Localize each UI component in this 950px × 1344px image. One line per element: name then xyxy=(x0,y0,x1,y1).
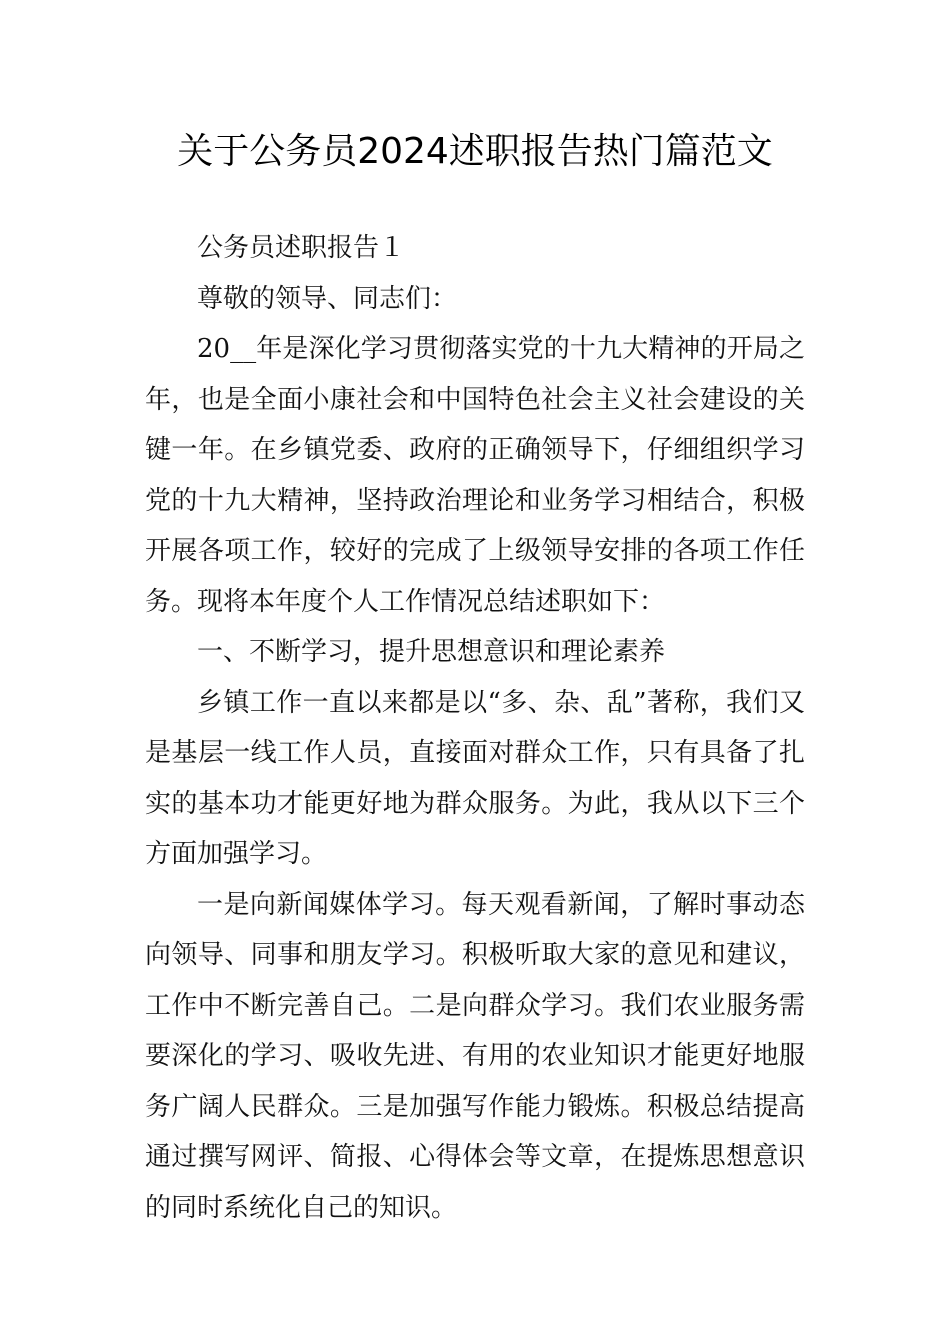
section-heading-1: 一、不断学习，提升思想意识和理论素养 xyxy=(197,637,666,667)
document-title: 关于公务员2024述职报告热门篇范文 xyxy=(177,131,773,172)
intro-paragraph: 20__年是深化学习贯彻落实党的十九大精神的开局之年，也是全面小康社会和中国特色社会主义社会建设的关键一年。在乡镇党委、政府的正确领导下，仔细组织学习党的十九大精神，坚持政治理论和业务学习相结合，积极开展各项工作，较好的完成了上级领导安排的各项工作任务。现将本年度个人工作情况总结述职如下： xyxy=(145,334,805,617)
section-1-paragraph-2: 一是向新闻媒体学习。每天观看新闻，了解时事动态向领导、同事和朋友学习。积极听取大家的意见和建议，工作中不断完善自己。二是向群众学习。我们农业服务需要深化的学习、吸收先进、有用的农业知识才能更好地服务广阔人民群众。三是加强写作能力锻炼。积极总结提高通过撰写网评、简报、心得体会等文章，在提炼思想意识的同时系统化自己的知识。 xyxy=(145,889,805,1223)
document-body xyxy=(145,223,805,1233)
report-subtitle: 公务员述职报告１ xyxy=(197,233,406,263)
salutation: 尊敬的领导、同志们： xyxy=(197,283,458,314)
section-1-paragraph-1: 乡镇工作一直以来都是以“多、杂、乱”著称，我们又是基层一线工作人员，直接面对群众工作，只有具备了扎实的基本功才能更好地为群众服务。为此，我从以下三个方面加强学习。 xyxy=(145,687,805,869)
